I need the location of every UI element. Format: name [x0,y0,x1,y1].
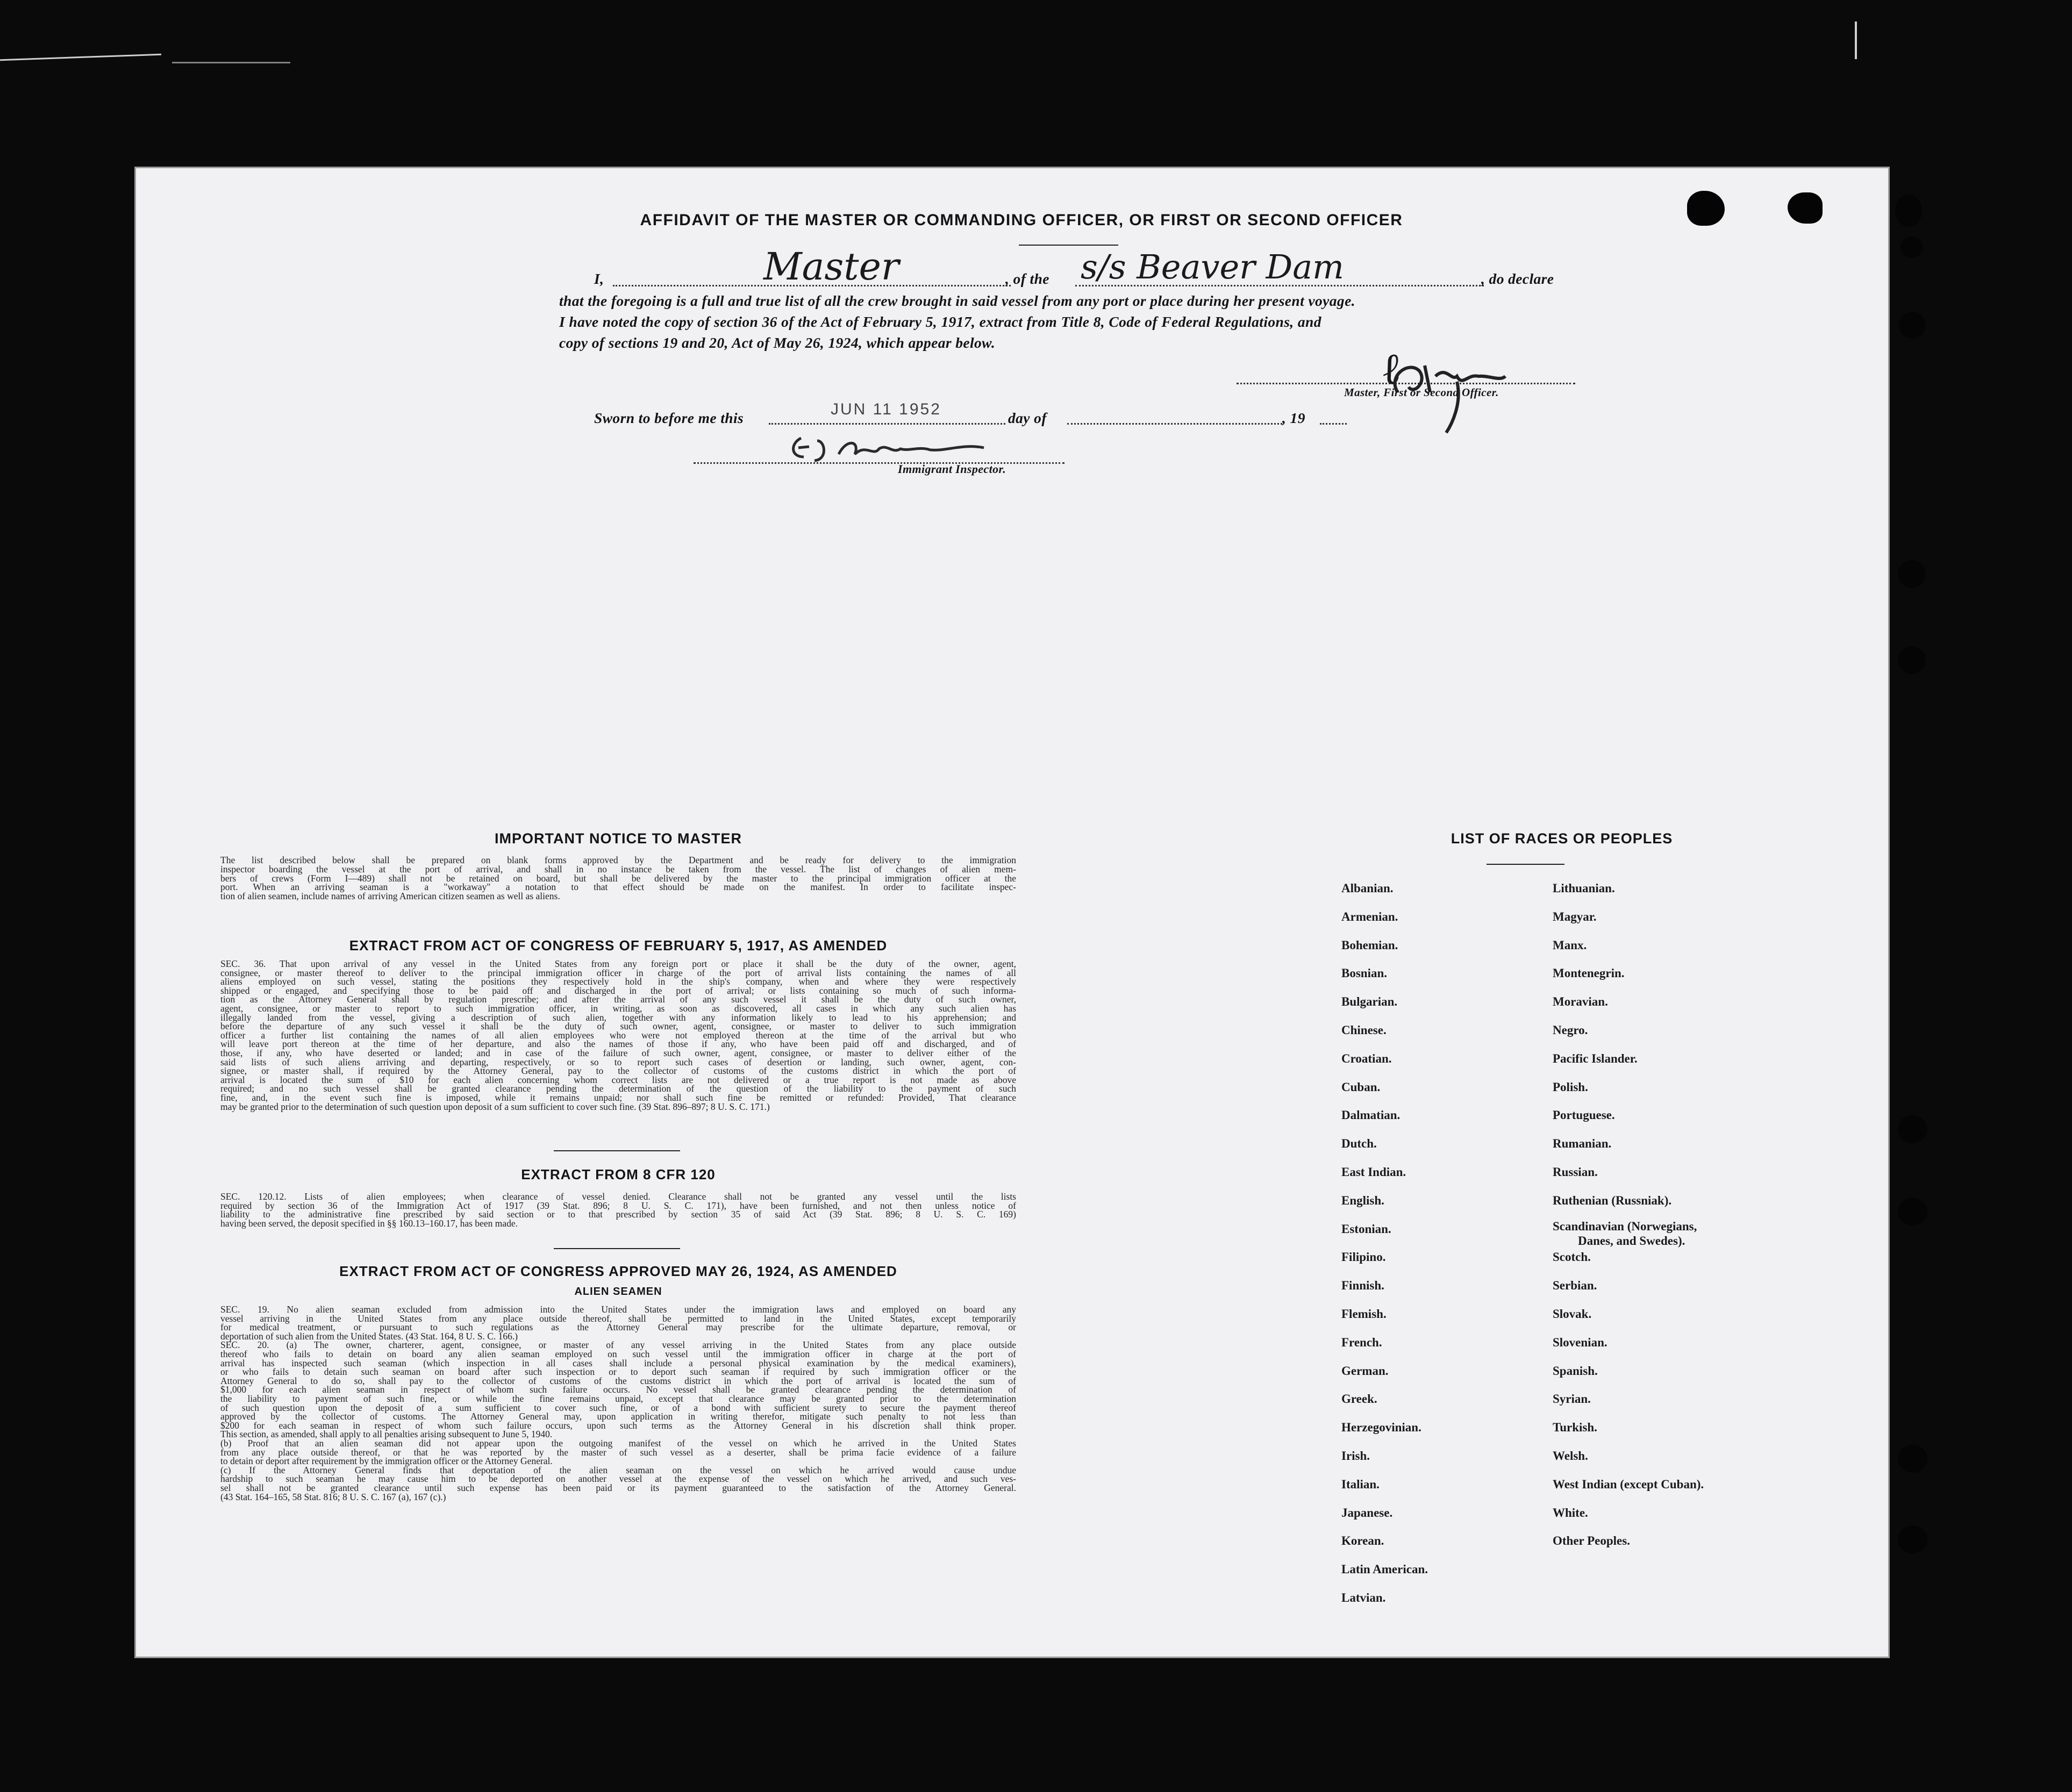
extract-1924-line: approved by the collector of customs. The Attorney General may, upon application in writing therefor, mitigate such penalty to not less than [220,1411,1016,1422]
extract-1917-line: may be granted prior to the determination of such question upon deposit of a sum sufficient to cover such fine. (39 Stat. 896–897; 8 U. S. C. 171.) [220,1101,770,1112]
notice-title: IMPORTANT NOTICE TO MASTER [495,830,742,847]
extract-1917-line: signee, or master shall, if required by the Attorney General, pay to the collector of customs of the customs district in which the port of [220,1065,1016,1077]
sworn-date-blank [769,423,1005,425]
affidavit-line4: copy of sections 19 and 20, Act of May 26, 1924, which appear below. [559,334,996,351]
extract-1924-line: hardship to such seaman he may cause him to be deported on another vessel at the expense of the vessel on which he arrived, and such ves- [220,1473,1016,1485]
extract-1917-line: said lists of such aliens arriving and departing, respectively, or so to report such cases of desertion or landing, such owner, agent, con- [220,1056,1016,1067]
race-item: German. [1341,1364,1389,1378]
extract-1924-line: to detain or deport after requirement by the immigration officer or the Attorney General. [220,1456,553,1467]
extract-1917-line: SEC. 36. That upon arrival of any vessel in the United States from any foreign port or place it shall be the duty of the owner, agent, [220,958,1016,969]
punch-hole [1898,1115,1927,1143]
extract-1917-line: aliens employed on such vessel, stating the positions they respectively hold in the ship's company, when and where they were respectively [220,976,1016,987]
extract-1924-line: (c) If the Attorney General finds that deportation of the alien seaman on the vessel on which he arrived would cause undue [220,1464,1016,1475]
race-item: Welsh. [1553,1449,1588,1463]
race-item: Estonian. [1341,1222,1391,1236]
extract-1917-line: consignee, or master thereof to deliver to the principal immigration officer in charge of the port of arrival lists containing the names of all [220,967,1016,978]
race-item: Pacific Islander. [1553,1051,1638,1065]
race-item: Serbian. [1553,1279,1597,1293]
race-item: Bulgarian. [1341,995,1398,1009]
race-item: Scotch. [1553,1250,1591,1264]
punch-hole [1895,195,1922,227]
race-item: Portuguese. [1553,1108,1615,1122]
extract-1924-line: for medical treatment, or pursuant to such regulations as the Attorney General may prescribe for the ultimate departure, removal, or [220,1322,1016,1333]
film-edge-line [1855,21,1857,59]
race-item: Polish. [1553,1080,1588,1094]
divider [554,1248,680,1249]
race-item: Filipino. [1341,1250,1386,1264]
race-item: Latin American. [1341,1562,1428,1576]
race-item: Japanese. [1341,1506,1393,1519]
extract-1924-line: sel shall not be granted clearance until such expense has been paid or its payment guaranteed to the satisfaction of the Attorney General. [220,1482,1016,1493]
divider [554,1150,680,1151]
race-item: Flemish. [1341,1307,1387,1321]
extract-1924-line: arrival has inspected such seaman (which inspection in all cases shall include a personal physical examination by the medical examiners), [220,1357,1016,1368]
race-item: Cuban. [1341,1080,1381,1094]
race-item: Other Peoples. [1553,1534,1630,1548]
race-item: East Indian. [1341,1165,1406,1179]
races-title: LIST OF RACES OR PEOPLES [1451,830,1673,847]
extract-cfr-line: having been served, the deposit specified in §§ 160.13–160.17, has been made. [220,1217,518,1229]
extract-1917-line: will leave port thereon at the time of her departure, and also the names of those if any, who have been paid off and discharged, and of [220,1038,1016,1050]
race-item: Armenian. [1341,909,1398,923]
race-item: Slovak. [1553,1307,1592,1321]
notice-line: tion of alien seamen, include names of arriving American citizen seamen as well as aliens. [220,891,560,902]
extract-1924-line: from any place outside thereof, or that he was reported by the master of such vessel as a deserter, shall be prima facie evidence of a failure [220,1446,1016,1458]
extract-1924-line: SEC. 20. (a) The owner, charterer, agent, consignee, or master of any vessel arriving in the United States from any place outside [220,1339,1016,1351]
race-item: Albanian. [1341,881,1394,895]
race-item: Scandinavian (Norwegians, [1553,1219,1697,1233]
affidavit-line2: that the foregoing is a full and true list of all the crew brought in said vessel from any port or place during her present voyage. [559,292,1355,309]
punch-hole [1900,236,1923,258]
race-item: Croatian. [1341,1051,1392,1065]
sworn-prefix: Sworn to before me this [594,410,744,426]
extract-1917-line: fine, and, in the event such fine is imposed, while it remains unpaid; nor shall such fine be remitted or refunded: Provided, That clearance [220,1092,1016,1103]
affidavit-i: I, [594,270,604,287]
affidavit-declare: , do declare [1481,270,1554,287]
race-item: Chinese. [1341,1023,1387,1037]
sworn-year: , 19 [1282,410,1305,426]
extract-cfr-title: EXTRACT FROM 8 CFR 120 [521,1166,716,1182]
extract-cfr-line: SEC. 120.12. Lists of alien employees; when clearance of vessel denied. Clearance shall not be granted any vessel until the lists [220,1191,1016,1202]
extract-1917-line: officer a further list containing the names of all alien employees who were not employed thereon at the time of the arrival but who [220,1029,1016,1041]
extract-1924-line: the liability to payment of such fine, or while the fine remains unpaid, except that clearance may be granted prior to the determination [220,1393,1016,1404]
master-caption: Master, First or Second Officer. [1344,386,1499,399]
sworn-year-blank [1320,423,1347,425]
extract-1924-title: EXTRACT FROM ACT OF CONGRESS APPROVED MAY 26, 1924, AS AMENDED [339,1263,897,1279]
extract-1924-line: of such question upon the deposit of a sum sufficient to cover such fine, or of a bond with sufficient surety to secure the payment thereof [220,1402,1016,1413]
race-item: Danes, and Swedes). [1578,1234,1685,1248]
race-item: French. [1341,1335,1382,1349]
extract-1917-line: agent, consignee, or master to report to such immigration officer, in writing, as soon as discovered, all cases in which any such alien has [220,1003,1016,1014]
race-item: Ruthenian (Russniak). [1553,1193,1672,1207]
race-item: Dalmatian. [1341,1108,1401,1122]
race-item: Spanish. [1553,1364,1598,1378]
race-item: Herzegovinian. [1341,1421,1421,1435]
race-item: Moravian. [1553,995,1608,1009]
extract-1917-line: arrival is located the sum of $10 for each alien concerning whom correct lists are not delivered or a true report is not made as above [220,1074,1016,1085]
sworn-month-blank [1067,423,1282,425]
affidavit-of-the: , of the [1005,270,1049,287]
race-item: Montenegrin. [1553,966,1625,980]
extract-1924-line: (b) Proof that an alien seaman did not appear upon the outgoing manifest of the vessel on which he arrived in the United States [220,1438,1016,1449]
race-item: Turkish. [1553,1421,1597,1435]
punch-hole [1898,1525,1927,1553]
notice-line: inspector boarding the vessel at the port of arrival, and shall in no instance be taken from the vessel. The list of changes of alien mem- [220,863,1016,875]
extract-1917-line: shipped or engaged, and specifying those to be paid off and discharged in the port of arrival; or lists containing so much of such informa- [220,985,1016,996]
extract-1917-line: required; and no such vessel shall be granted clearance pending the determination of the question of the liability to the payment of such [220,1083,1016,1094]
race-item: Bohemian. [1341,938,1398,952]
race-item: Negro. [1553,1023,1588,1037]
extract-1924-line: SEC. 19. No alien seaman excluded from admission into the United States under the immigration laws and employed on board any [220,1304,1016,1315]
notice-line: port. When an arriving seaman is a "workaway" a notation to that effect should be made on the manifest. In order to facilitate inspec- [220,881,1016,893]
race-item: Latvian. [1341,1591,1386,1604]
race-item: Russian. [1553,1165,1598,1179]
punch-hole [1898,560,1926,588]
race-item: Slovenian. [1553,1335,1607,1349]
race-item: English. [1341,1193,1384,1207]
punch-hole [1899,312,1926,339]
race-item: Korean. [1341,1534,1384,1548]
extract-1924-line: Attorney General to do so, shall pay to the collector of customs of the customs district in which the port of arrival is located the sum of [220,1375,1016,1386]
extract-1924-line: (43 Stat. 164–165, 58 Stat. 816; 8 U. S. C. 167 (a), 167 (c).) [220,1491,446,1502]
extract-1924-line: thereof who fails to detain on board any alien seaman employed on such vessel until the immigration officer in charge at the port of [220,1349,1016,1359]
punch-hole [1788,192,1823,224]
race-item: Magyar. [1553,909,1597,923]
extract-1924-line: $1,000 for each alien seaman in respect of whom such failure occurs. No vessel shall be granted clearance pending the determination of [220,1384,1016,1395]
date-stamp: JUN 11 1952 [831,400,941,418]
race-item: Lithuanian. [1553,881,1615,895]
race-item: Italian. [1341,1477,1380,1491]
race-item: Syrian. [1553,1392,1591,1406]
divider [1487,864,1564,865]
race-item: Rumanian. [1553,1137,1612,1151]
film-edge-line [172,62,290,63]
divider [1019,245,1118,246]
race-item: Manx. [1553,938,1587,952]
extract-cfr-line: required by section 36 of the Immigration Act of 1917 (39 Stat. 896; 8 U. S. C. 171), have been furnished, and not then unless notice of [220,1200,1016,1211]
race-item: West Indian (except Cuban). [1553,1477,1704,1491]
handwritten-vessel: s/s Beaver Dam [1081,247,1344,286]
race-item: Finnish. [1341,1279,1384,1293]
extract-1924-subtitle: ALIEN SEAMEN [574,1286,662,1298]
race-item: White. [1553,1506,1588,1519]
punch-hole [1898,646,1926,674]
affidavit-line3: I have noted the copy of section 36 of the Act of February 5, 1917, extract from Title 8, Code of Federal Regulations, and [559,313,1321,330]
extract-1917-line: before the departure of any such vessel it shall be the duty of such owner, agent, consignee, or master to deliver to such immigration [220,1021,1016,1032]
extract-1924-line: or who fails to detain such seaman on board after such inspection or to deport such seaman if required by such immigration officer or the [220,1366,1016,1378]
sworn-day-of: day of [1008,410,1047,426]
extract-1924-line: deportation of such alien from the United States. (43 Stat. 164, 8 U. S. C. 166.) [220,1330,518,1342]
punch-hole [1898,1445,1927,1473]
notice-line: bers of crews (Form I—489) shall not be retained on board, but shall be delivered by the master to the principal immigration officer at the [220,872,1016,884]
inspector-caption: Immigrant Inspector. [898,462,1006,476]
extract-1917-title: EXTRACT FROM ACT OF CONGRESS OF FEBRUARY 5, 1917, AS AMENDED [349,937,888,954]
race-item: Irish. [1341,1449,1370,1463]
race-item: Dutch. [1341,1137,1377,1151]
extract-1917-line: those, if any, who have deserted or landed; and in case of the failure of such owner, agent, consignee, or master to deliver either of the [220,1048,1016,1058]
extract-1924-line: This section, as amended, shall apply to all penalties arising subsequent to June 5, 1940. [220,1429,553,1440]
handwritten-rank: Master [763,245,899,289]
race-item: Greek. [1341,1392,1377,1406]
affidavit-title: AFFIDAVIT OF THE MASTER OR COMMANDING OFFICER, OR FIRST OR SECOND OFFICER [640,211,1403,229]
race-item: Bosnian. [1341,966,1388,980]
extract-1917-line: illegally landed from the vessel, giving a description of such alien, together with any information likely to lead to his apprehension; and [220,1012,1016,1023]
film-edge-line [0,54,161,61]
punch-hole [1898,1198,1927,1225]
extract-1924-line: vessel arriving in the United States from any place outside thereof, shall be permitted to land in the United States, except temporarily [220,1313,1016,1324]
extract-1924-line: $200 for each seaman in respect of whom such failure occurs, upon such terms as the Attorney General in his discretion shall think proper. [220,1420,1016,1431]
punch-hole [1687,191,1725,226]
master-signature: ℓ [1378,343,1403,395]
extract-1917-line: tion as the Attorney General shall by regulation prescribe; and after the arrival of any such vessel it shall be the duty of such owner, [220,994,1016,1005]
notice-line: The list described below shall be prepared on blank forms approved by the Department and be ready for delivery to the immigration [220,855,1016,865]
extract-cfr-line: liability to the administrative fine prescribed by said section or to that prescribed by section 35 of said Act (39 Stat. 896; 8 U. S. C. 169) [220,1209,1016,1220]
